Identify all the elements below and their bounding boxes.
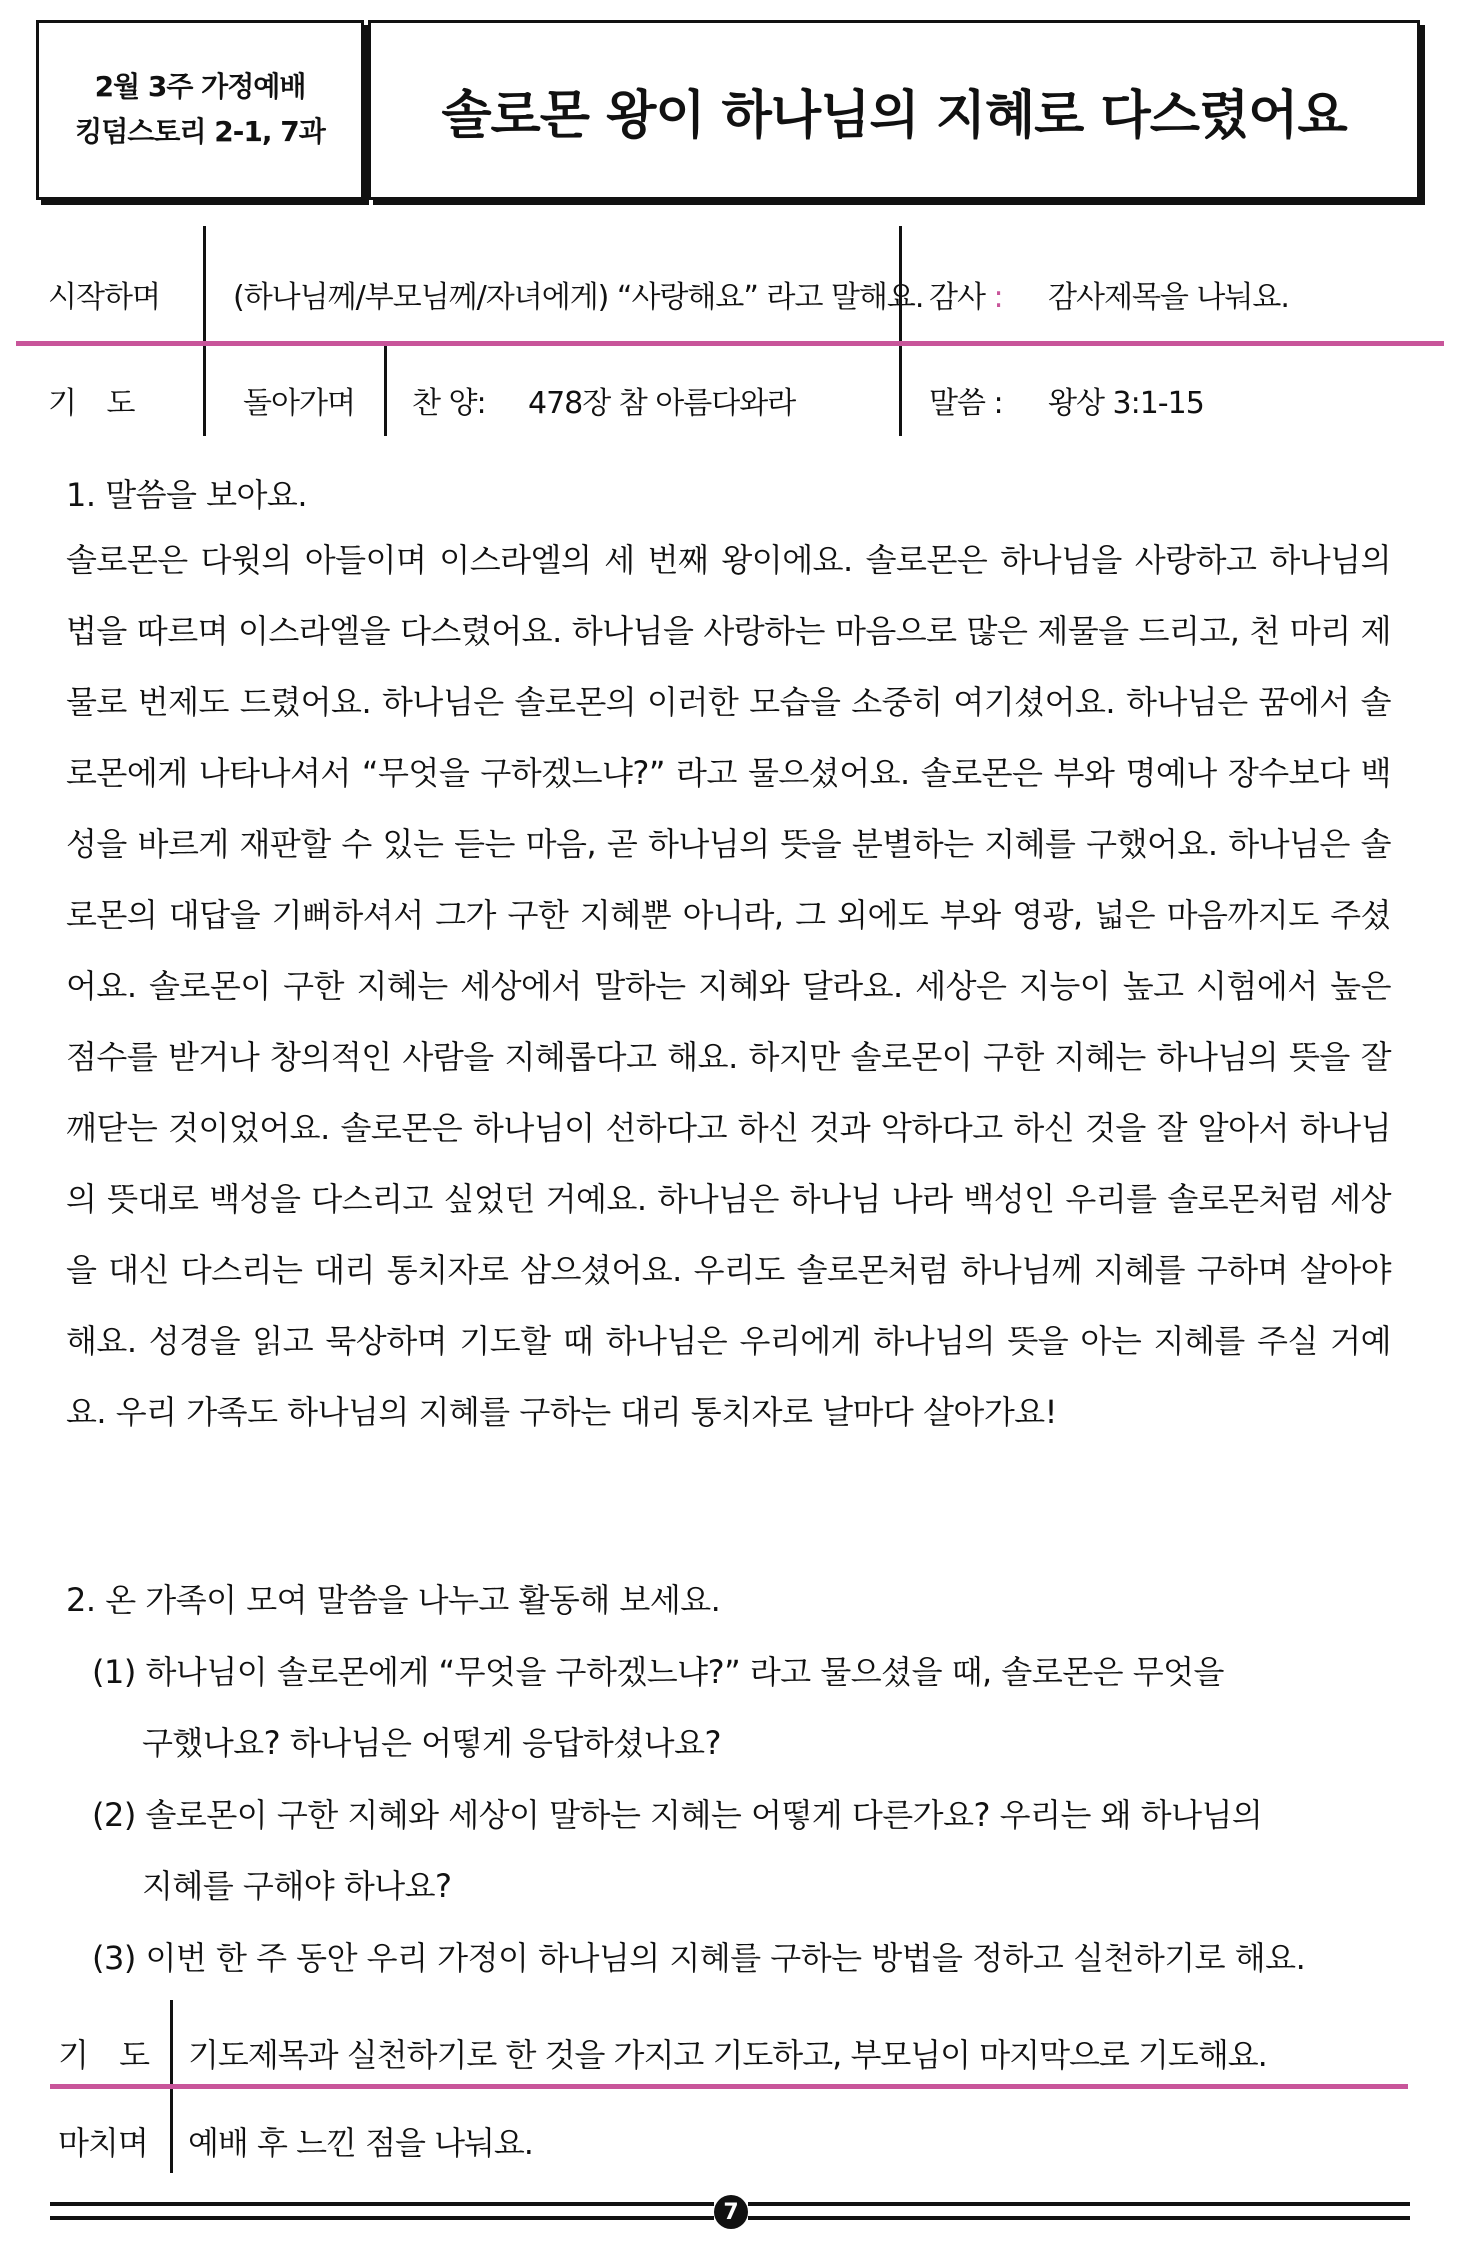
closing-end-label: 마치며 (58, 2124, 148, 2162)
week-label: 2월 3주 가정예배 (94, 70, 306, 104)
footer-rule (748, 2202, 1410, 2206)
title-box (368, 20, 1420, 200)
thanks-text: 감사제목을 나눠요. (1048, 280, 1289, 315)
footer-rule (50, 2216, 714, 2220)
closing-end-text: 예배 후 느낀 점을 나눠요. (188, 2124, 533, 2162)
start-label: 시작하며 (48, 280, 160, 315)
prayer-text: 돌아가며 (243, 386, 355, 421)
question-1-cont: 구했나요? 하나님은 어떻게 응답하셨나요? (142, 1724, 721, 1762)
series-label: 킹덤스토리 2-1, 7과 (75, 115, 325, 148)
closing-divider (170, 2089, 173, 2173)
hymn-text: 478장 참 아름다와라 (528, 386, 796, 421)
word-text: 왕상 3:1-15 (1048, 386, 1204, 421)
thanks-colon: : (993, 280, 1003, 315)
page-number: 7 (714, 2195, 748, 2229)
closing-prayer-text: 기도제목과 실천하기로 한 것을 가지고 기도하고, 부모님이 마지막으로 기도해요. (188, 2036, 1267, 2074)
table-divider (899, 346, 902, 436)
question-1: (1) 하나님이 솔로몬에게 “무엇을 구하겠느냐?” 라고 물으셨을 때, 솔로몬은 무엇을 (92, 1653, 1224, 1691)
question-2-cont: 지혜를 구해야 하나요? (142, 1867, 452, 1905)
thanks-label: 감사 : (929, 280, 1003, 315)
section2-heading: 2. 온 가족이 모여 말씀을 나누고 활동해 보세요. (66, 1581, 721, 1619)
scripture-paragraph: 솔로몬은 다윗의 아들이며 이스라엘의 세 번째 왕이에요. 솔로몬은 하나님을 사랑하고 하나님의 법을 따르며 이스라엘을 다스렸어요. 하나님을 사랑하는 마음으로 많은 제물을 드리고, 천 마리 제물로 번제도 드렸어요. 하나님은 솔로몬의 이러한 모습을 소중히 여기셨어요. 하나님은 꿈에서 솔로몬에게 나타나셔서 “무엇을 구하겠느냐?” 라고 물으셨어요. 솔로몬은 부와 명예나 장수보다 백성을 바르게 재판할 수 있는 듣는 마음, 곧 하나님의 뜻을 분별하는 지혜를 구했어요. 하나님은 솔로몬의 대답을 기뻐하셔서 그가 구한 지혜뿐 아니라, 그 외에도 부와 영광, 넓은 마음까지도 주셨어요. 솔로몬이 구한 지혜는 세상에서 말하는 지혜와 달라요. 세상은 지능이 높고 시험에서 높은 점수를 받거나 창의적인 사람을 지혜롭다고 해요. 하지만 솔로몬이 구한 지혜는 하나님의 뜻을 잘 깨닫는 것이었어요. 솔로몬은 하나님이 선하다고 하신 것과 악하다고 하신 것을 잘 알아서 하나님의 뜻대로 백성을 다스리고 싶었던 거예요. 하나님은 하나님 나라 백성인 우리를 솔로몬처럼 세상을 대신 다스리는 대리 통치자로 삼으셨어요. 우리도 솔로몬처럼 하나님께 지혜를 구하며 살아야 해요. 성경을 읽고 묵상하며 기도할 때 하나님은 우리에게 하나님의 뜻을 아는 지혜를 주실 거예요. 우리 가족도 하나님의 지혜를 구하는 대리 통치자로 날마다 살아가요! (66, 541, 1391, 1431)
table-divider (203, 346, 206, 436)
table-separator (16, 341, 1444, 346)
start-text: (하나님께/부모님께/자녀에게) “사랑해요” 라고 말해요. (233, 280, 924, 315)
word-label: 말씀 : (929, 386, 1003, 421)
closing-separator (50, 2084, 1408, 2089)
table-divider (384, 346, 387, 436)
footer-rule (50, 2202, 714, 2206)
closing-divider (170, 2000, 173, 2084)
question-3: (3) 이번 한 주 동안 우리 가정이 하나님의 지혜를 구하는 방법을 정하고 실천하기로 해요. (92, 1939, 1306, 1977)
footer-rule (748, 2216, 1410, 2220)
closing-prayer-label: 기 도 (58, 2036, 160, 2074)
page-title: 솔로몬 왕이 하나님의 지혜로 다스렸어요 (441, 85, 1347, 146)
table-divider (203, 226, 206, 341)
prayer-label: 기 도 (48, 386, 146, 421)
hymn-label: 찬 양: (412, 386, 486, 421)
section1-heading: 1. 말씀을 보아요. (66, 476, 308, 514)
question-2: (2) 솔로몬이 구한 지혜와 세상이 말하는 지혜는 어떻게 다른가요? 우리는 왜 하나님의 (92, 1796, 1263, 1834)
lesson-info-box (36, 20, 364, 200)
